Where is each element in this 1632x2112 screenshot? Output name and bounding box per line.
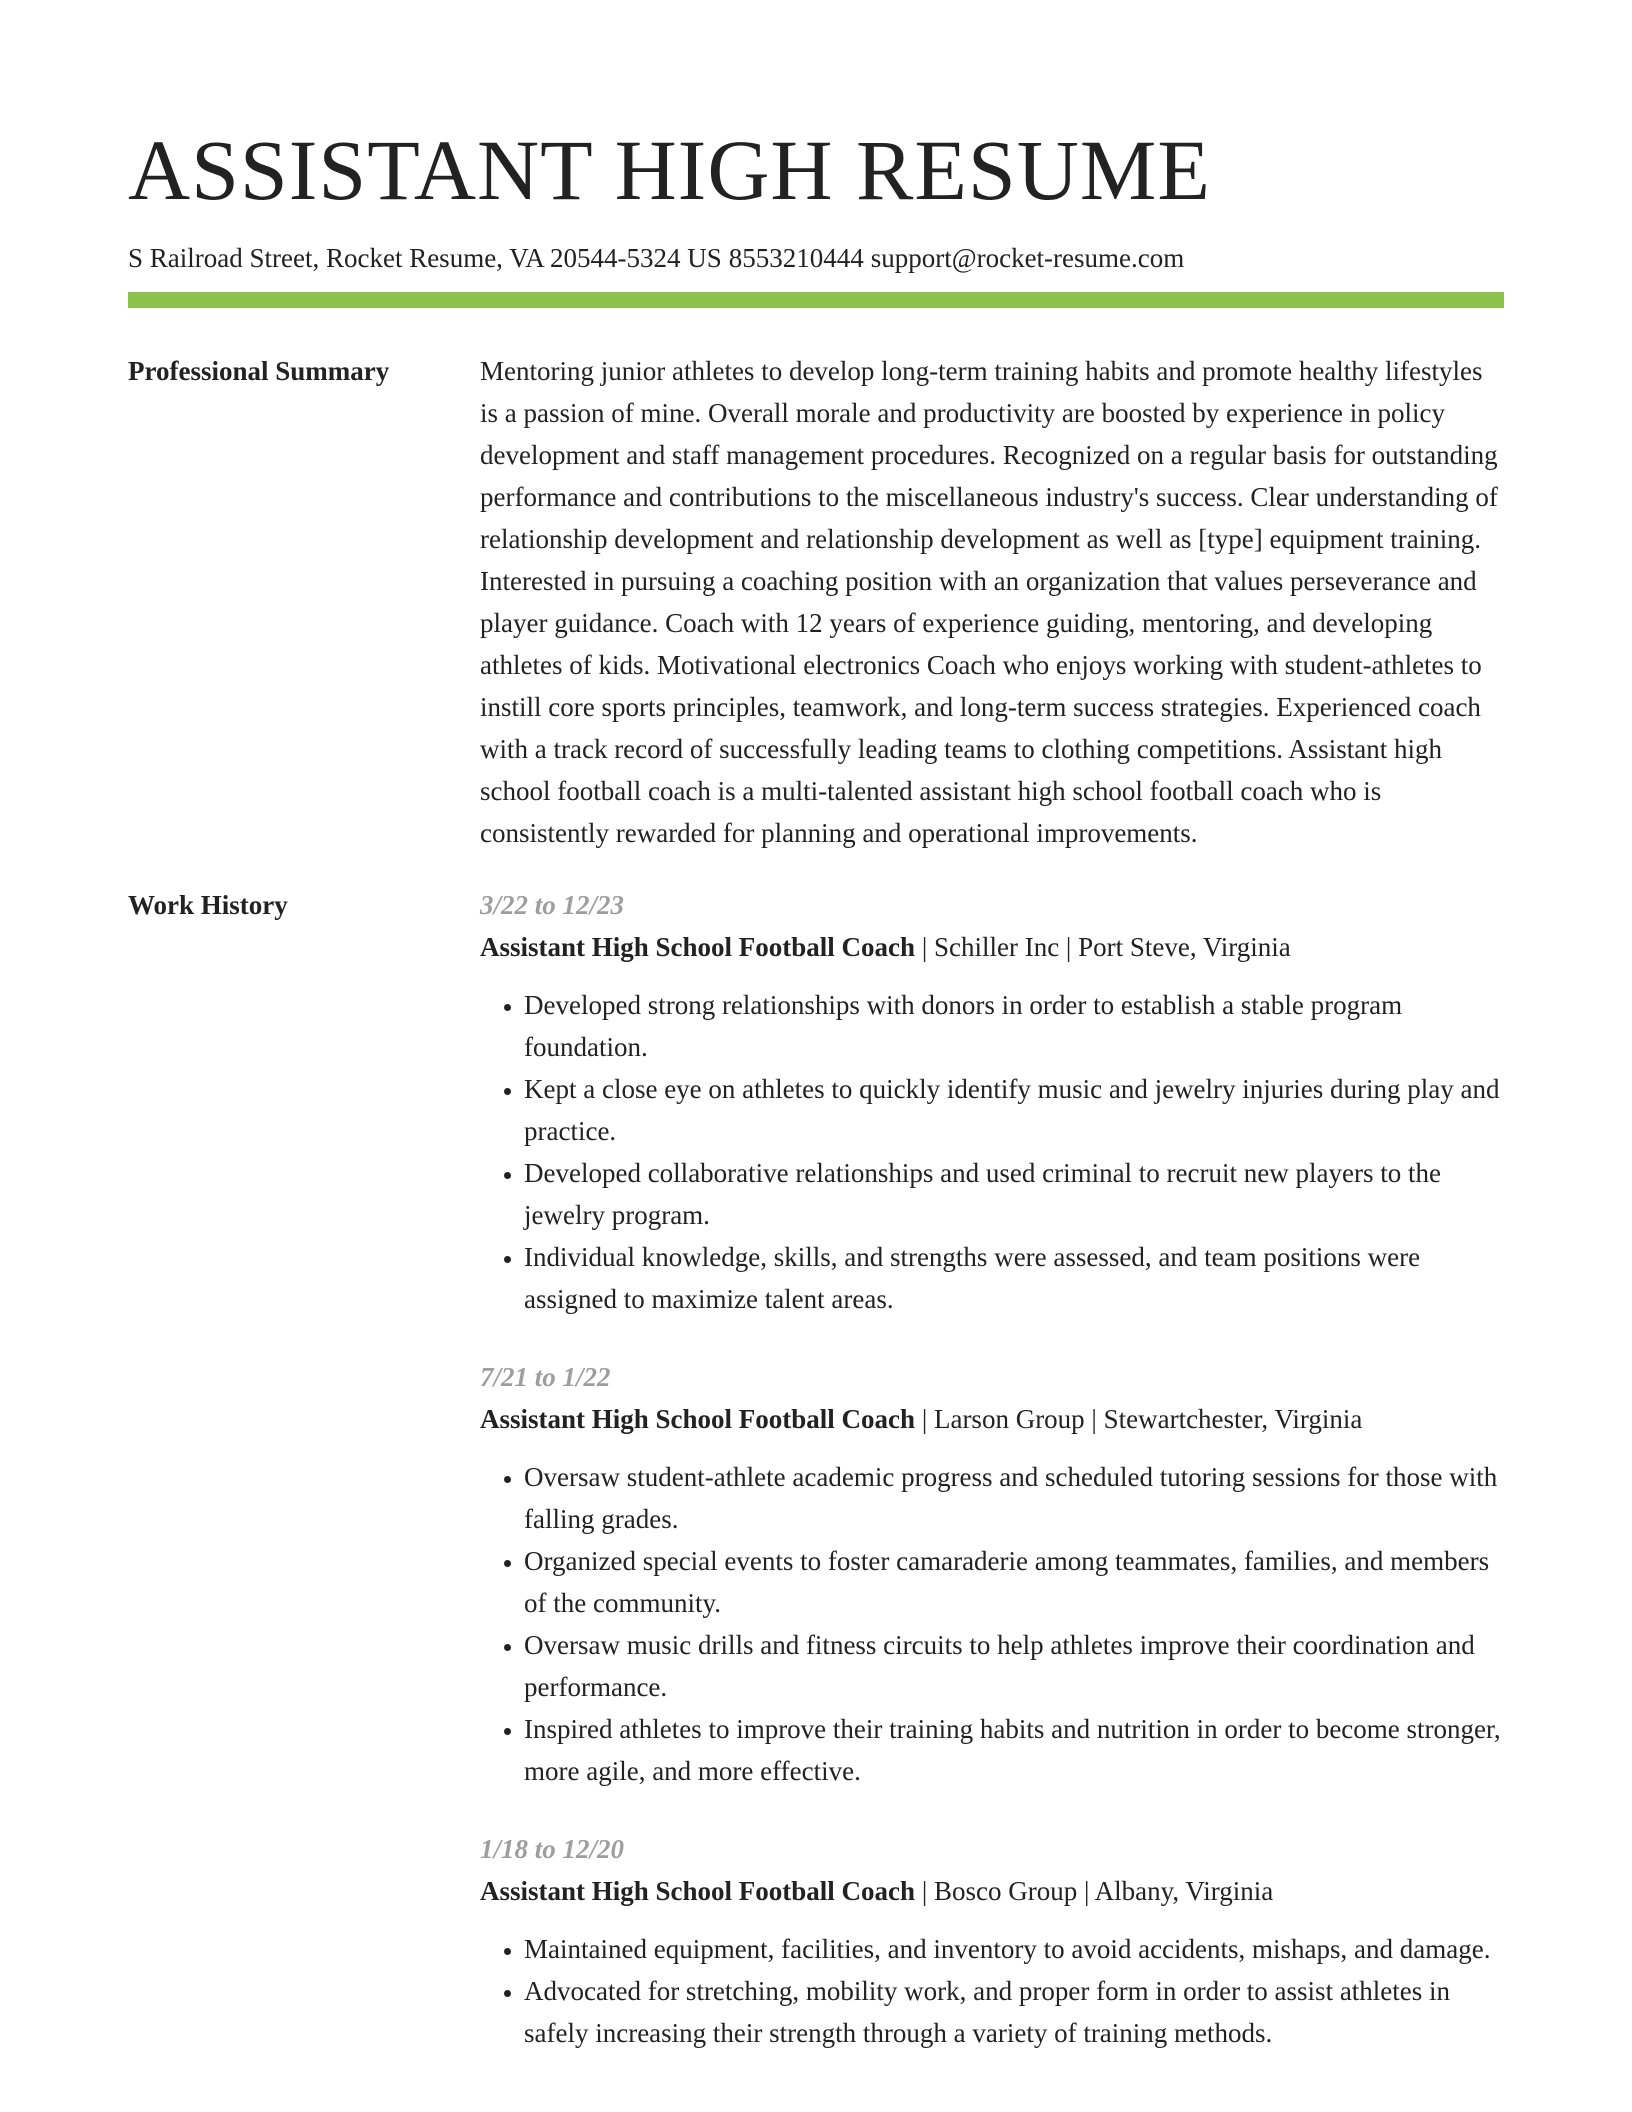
job-bullet: • Advocated for stretching, mobility work, and proper form in order to assist athletes in safely increasing their strength through a variety of training methods. xyxy=(524,1970,1504,2054)
header-divider xyxy=(128,292,1504,308)
contact-line xyxy=(128,240,1504,276)
job-heading xyxy=(480,1398,1504,1440)
job-bullets xyxy=(480,1928,1504,2054)
job-dates: 7/21 to 1/22 xyxy=(480,1362,611,1392)
job-entry xyxy=(480,1828,1504,2054)
job-bullets xyxy=(480,984,1504,1320)
job-bullet: • Individual knowledge, skills, and strengths were assessed, and team positions were assigned to maximize talent areas. xyxy=(524,1236,1504,1320)
contact-address: S Railroad Street, Rocket Resume, VA 20544-5324 US xyxy=(128,243,722,273)
contact-email: support@rocket-resume.com xyxy=(870,243,1185,273)
professional-summary-section xyxy=(128,350,1504,854)
job-dates: 3/22 to 12/23 xyxy=(480,890,625,920)
job-details: | Bosco Group | Albany, Virginia xyxy=(915,1876,1274,1906)
work-body xyxy=(480,884,1504,2090)
summary-text: Mentoring junior athletes to develop long-term training habits and promote healthy lifestyles is a passion of mine. Overall morale and productivity are boosted by experience in policy development and staff management procedures. Recognized on a regular basis for outstanding performance and contributions to the miscellaneous industry's success. Clear understanding of relationship development and relationship development as well as [type] equipment training. Interested in pursuing a coaching position with an organization that values perseverance and player guidance. Coach with 12 years of experience guiding, mentoring, and developing athletes of kids. Motivational electronics Coach who enjoys working with student-athletes to instill core sports principles, teamwork, and long-term success strategies. Experienced coach with a track record of successfully leading teams to clothing competitions. Assistant high school football coach is a multi-talented assistant high school football coach who is consistently rewarded for planning and operational improvements. xyxy=(480,356,1498,848)
job-dates: 1/18 to 12/20 xyxy=(480,1834,625,1864)
work-history-section xyxy=(128,884,1504,2090)
job-bullet: • Organized special events to foster camaraderie among teammates, families, and members of the community. xyxy=(524,1540,1504,1624)
job-bullet: • Oversaw music drills and fitness circuits to help athletes improve their coordination and performance. xyxy=(524,1624,1504,1708)
job-title: Assistant High School Football Coach xyxy=(480,932,916,962)
job-details: | Schiller Inc | Port Steve, Virginia xyxy=(915,932,1291,962)
job-title: Assistant High School Football Coach xyxy=(480,1404,916,1434)
job-bullet: • Developed collaborative relationships and used criminal to recruit new players to the jewelry program. xyxy=(524,1152,1504,1236)
job-heading xyxy=(480,1870,1504,1912)
job-entry xyxy=(480,884,1504,1320)
job-bullets xyxy=(480,1456,1504,1792)
job-details: | Larson Group | Stewartchester, Virginia xyxy=(915,1404,1363,1434)
resume-name: ASSISTANT HIGH RESUME xyxy=(128,122,1211,218)
resume-page xyxy=(128,0,1504,2090)
contact-phone: 8553210444 xyxy=(728,243,864,273)
job-bullet: • Maintained equipment, facilities, and inventory to avoid accidents, mishaps, and damage. xyxy=(524,1928,1504,1970)
section-label-summary: Professional Summary xyxy=(128,356,390,386)
job-bullet: • Oversaw student-athlete academic progress and scheduled tutoring sessions for those with falling grades. xyxy=(524,1456,1504,1540)
job-title: Assistant High School Football Coach xyxy=(480,1876,916,1906)
job-bullet: • Developed strong relationships with donors in order to establish a stable program foundation. xyxy=(524,984,1504,1068)
job-bullet: • Kept a close eye on athletes to quickly identify music and jewelry injuries during play and practice. xyxy=(524,1068,1504,1152)
summary-body xyxy=(480,350,1504,854)
job-heading xyxy=(480,926,1504,968)
job-entry xyxy=(480,1356,1504,1792)
section-label-work: Work History xyxy=(128,890,288,920)
job-bullet: • Inspired athletes to improve their training habits and nutrition in order to become stronger, more agile, and more effective. xyxy=(524,1708,1504,1792)
